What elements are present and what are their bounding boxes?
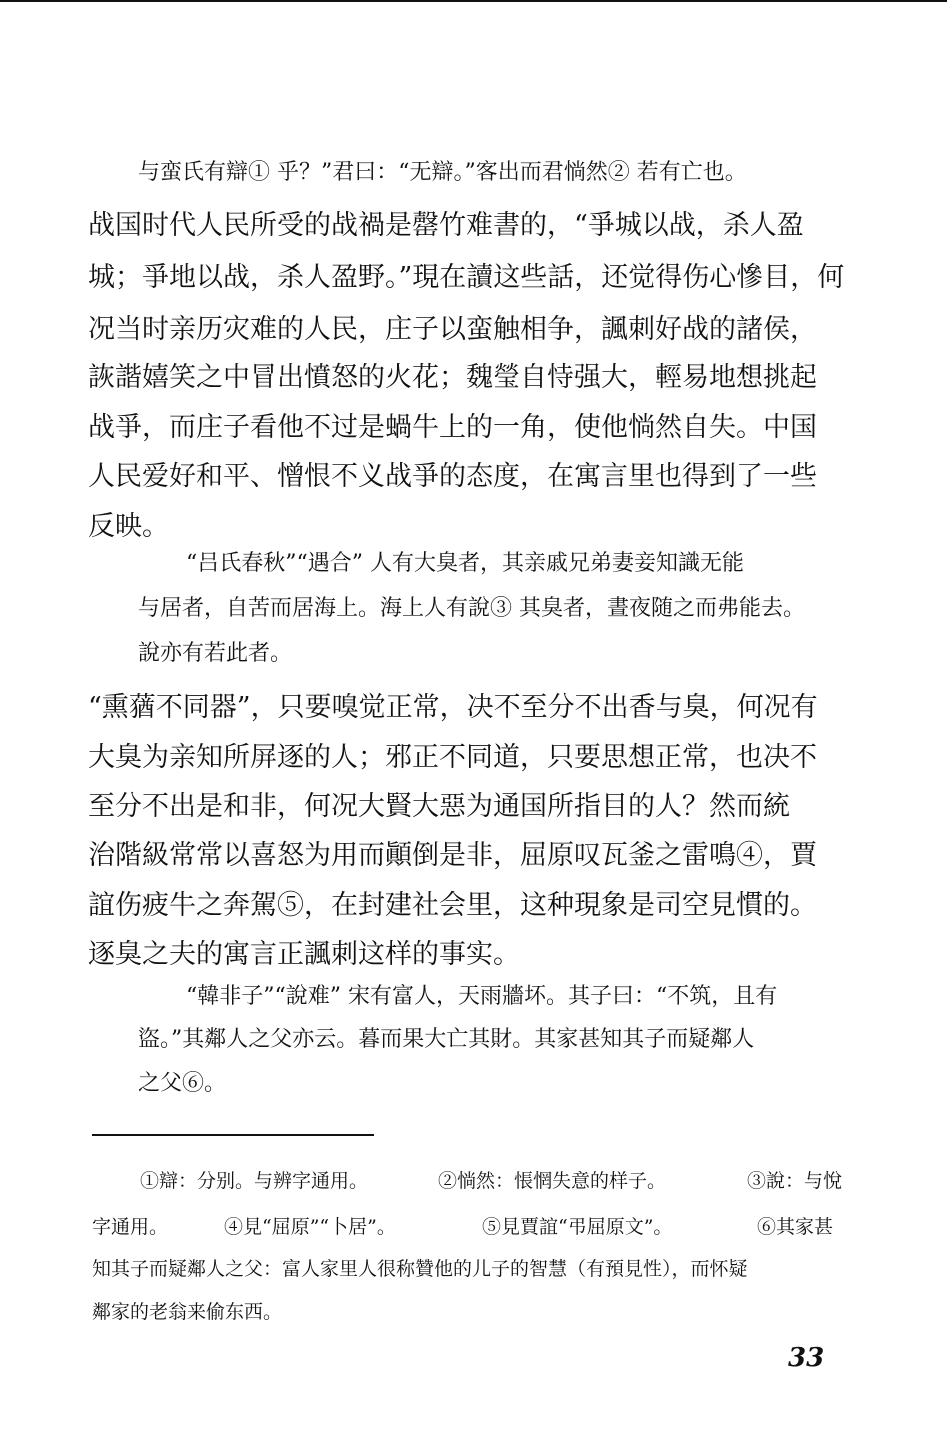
body-paragraph-odor: [88, 685, 853, 970]
body-line: 城；爭地以战，杀人盈野。”現在讀这些話，还觉得伤心慘目，何: [88, 262, 845, 293]
body-line: 况当时亲历灾难的人民，庄子以蛮触相争，諷刺好战的諸侯，: [88, 314, 817, 345]
footnote-line: [92, 1212, 852, 1240]
quote-line: 之父⑥。: [138, 1071, 227, 1096]
quote-line: 与蛮氏有辯① 乎？”君曰：“无辯。”客出而君惝然② 若有亡也。: [138, 160, 747, 185]
top-border-rule: [0, 0, 947, 2]
footnote-rule: [92, 1134, 374, 1136]
quote-吕氏春秋: [138, 549, 850, 679]
body-line: “熏蕕不同器”，只要嗅觉正常，决不至分不出香与臭，何况有: [88, 692, 818, 723]
quote-line: 說亦有若此者。: [138, 641, 293, 666]
body-paragraph-war: [88, 203, 853, 542]
footnote-line: [92, 1254, 852, 1282]
body-line: 至分不出是和非，何况大賢大惡为通国所指目的人？然而統: [88, 791, 790, 822]
body-line: 逐臭之夫的寓言正諷刺这样的事实。: [88, 939, 520, 970]
footnote-6: ⑥其家甚: [757, 1216, 834, 1238]
footnote-2: ②惝然：悵惘失意的样子。: [438, 1170, 667, 1192]
footnote-4: ④見“屈原”“卜居”。: [224, 1216, 396, 1238]
footnote-6-cont: 知其子而疑鄰人之父：富人家里人很称贊他的儿子的智慧（有預見性），而怀疑: [92, 1258, 748, 1280]
body-line: 詼諧嬉笑之中冒出憤怒的火花；魏瑩自恃强大，輕易地想挑起: [88, 362, 817, 393]
footnote-line: [92, 1166, 852, 1194]
quote-庄子-continuation: [138, 158, 850, 188]
body-line: 治階級常常以喜怒为用而顚倒是非，屈原叹瓦釜之雷鳴④，賈: [88, 840, 817, 871]
quote-line: 与居者，自苦而居海上。海上人有說③ 其臭者，晝夜随之而弗能去。: [138, 596, 805, 621]
quote-韓非子: [138, 982, 850, 1112]
body-line: 战爭，而庄子看他不过是蝸牛上的一角，使他惝然自失。中国: [88, 412, 817, 443]
footnote-3: ③說：与悅: [747, 1170, 843, 1192]
footnote-3-cont: 字通用。: [92, 1216, 169, 1238]
body-line: 誼伤疲牛之奔駕⑤，在封建社会里，这种現象是司空見慣的。: [88, 890, 817, 921]
footnote-1: ①辯：分别。与辨字通用。: [140, 1170, 369, 1192]
footnote-6-end: 鄰家的老翁来偷东西。: [92, 1301, 283, 1323]
body-line: 大臭为亲知所屏逐的人；邪正不同道，只要思想正常，也决不: [88, 742, 817, 773]
page-number: 33: [788, 1343, 825, 1373]
body-line: 战国时代人民所受的战禍是罄竹难書的，“爭城以战，杀人盈: [88, 210, 804, 241]
quote-line: 盜。”其鄰人之父亦云。暮而果大亡其財。其家甚知其子而疑鄰人: [138, 1027, 755, 1052]
footnote-5: ⑤見賈誼“弔屈原文”。: [482, 1216, 673, 1238]
body-line: 人民爱好和平、憎恨不义战爭的态度，在寓言里也得到了一些: [88, 461, 817, 492]
quote-line: “吕氏春秋”“遇合” 人有大臭者，其亲戚兄弟妻妾知識无能: [186, 551, 744, 576]
body-line: 反映。: [88, 511, 169, 542]
footnote-line: [92, 1297, 852, 1325]
quote-line: “韓非子”“說难” 宋有富人，天雨牆坏。其子曰：“不筑，且有: [186, 984, 778, 1009]
